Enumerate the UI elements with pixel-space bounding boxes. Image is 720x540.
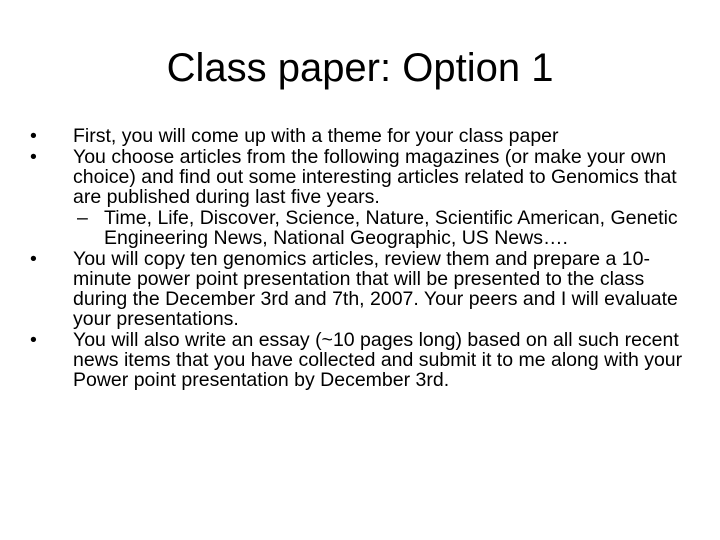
bullet-list (28, 126, 688, 391)
bullet-item-essay (28, 330, 688, 390)
bullet-marker: • (30, 146, 37, 168)
sub-bullet-item-magazine-list (73, 208, 688, 248)
sub-bullet-list (73, 208, 688, 248)
bullet-item-magazines (28, 147, 688, 248)
bullet-text: First, you will come up with a theme for your class paper (73, 125, 559, 147)
bullet-item-presentation (28, 249, 688, 329)
sub-bullet-text: Time, Life, Discover, Science, Nature, Scientific American, Genetic Engineering News, National Geographic, US News…. (104, 207, 678, 249)
bullet-item-theme (28, 126, 688, 146)
sub-bullet-marker: – (77, 207, 88, 229)
bullet-text: You will also write an essay (~10 pages long) based on all such recent news items that you have collected and submit it to me along with your Power point presentation by December 3rd. (73, 329, 683, 391)
bullet-marker: • (30, 125, 37, 147)
bullet-text: You will copy ten genomics articles, review them and prepare a 10-minute power point presentation that will be presented to the class during the December 3rd and 7th, 2007. Your peers and I will evaluate your presentations. (73, 248, 678, 330)
bullet-marker: • (30, 329, 37, 351)
slide-title: Class paper: Option 1 (166, 46, 554, 90)
bullet-text: You choose articles from the following magazines (or make your own choice) and find out some interesting articles related to Genomics that are published during last five years. (73, 146, 677, 208)
bullet-marker: • (30, 248, 37, 270)
